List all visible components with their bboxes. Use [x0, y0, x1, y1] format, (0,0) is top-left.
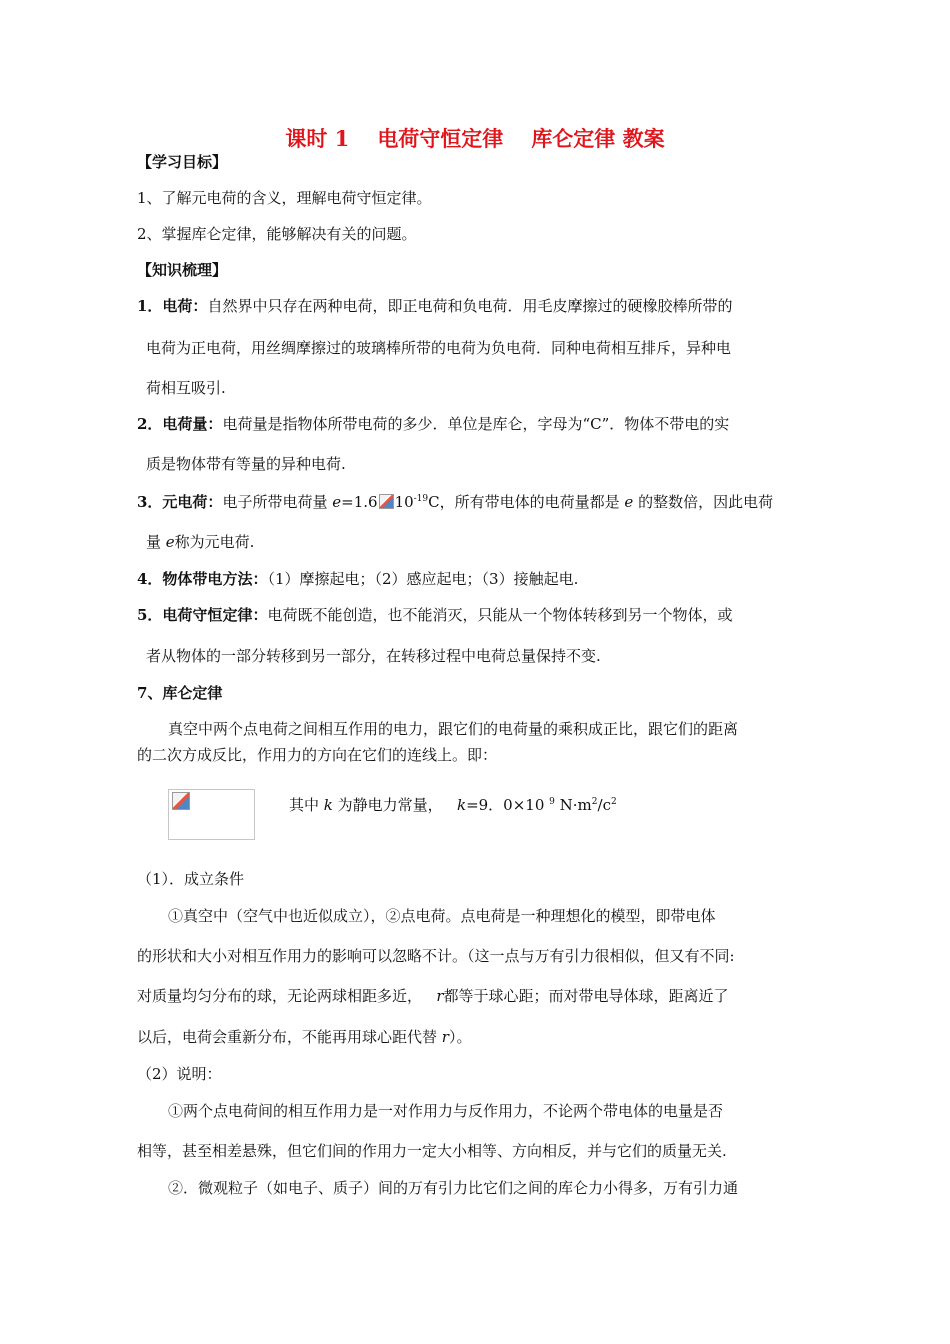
conditions-line-1: ①真空中（空气中也近似成立），②点电荷。点电荷是一种理想化的模型，即带电体 — [168, 907, 716, 925]
objective-item: 2、掌握库仑定律，能够解决有关的问题。 — [137, 225, 417, 243]
conditions-line-4: 以后，电荷会重新分布，不能再用球心距代替 r）。 — [137, 1028, 472, 1046]
charge-label: 1．电荷： — [137, 297, 208, 315]
notes-line-1: ①两个点电荷间的相互作用力是一对作用力与反作用力，不论两个带电体的电量是否 — [168, 1102, 724, 1120]
conditions-line-3: 对质量均匀分布的球，无论两球相距多近， r都等于球心距；而对带电导体球，距离近了 — [137, 987, 729, 1005]
broken-image-icon — [379, 494, 394, 509]
notes-line-3: ②．微观粒子（如电子、质子）间的万有引力比它们之间的库仑力小得多，万有引力通 — [168, 1179, 739, 1197]
conditions-heading: （1）．成立条件 — [137, 870, 245, 888]
coulomb-para-line-1: 真空中两个点电荷之间相互作用的电力，跟它们的电荷量的乘积成正比，跟它们的距离 — [168, 720, 739, 738]
conservation-label: 5．电荷守恒定律： — [137, 606, 268, 624]
coulomb-heading: 7、库仑定律 — [137, 684, 223, 702]
objectives-heading: 【学习目标】 — [137, 153, 228, 171]
conservation-line-2: 者从物体的一部分转移到另一部分，在转移过程中电荷总量保持不变. — [146, 647, 601, 665]
notes-heading: （2）说明： — [137, 1065, 222, 1083]
title-coulomb: 库仑定律 教案 — [531, 126, 665, 151]
methods-label: 4．物体带电方法： — [137, 570, 268, 588]
charge-line-2: 电荷为正电荷，用丝绸摩擦过的玻璃棒所带的电荷为负电荷．同种电荷相互排斥，异种电 — [146, 339, 732, 357]
quantity-line-2: 质是物体带有等量的异种电荷. — [146, 455, 346, 473]
quantity-label: 2．电荷量： — [137, 415, 223, 433]
quantity-line-1: 2．电荷量：电荷量是指物体所带电荷的多少．单位是库仑，字母为“C”．物体不带电的实 — [137, 415, 730, 433]
methods-line: 4．物体带电方法：（1）摩擦起电；（2）感应起电；（3）接触起电. — [137, 570, 579, 588]
elementary-label: 3．元电荷： — [137, 493, 223, 511]
charge-line-1: 1．电荷：自然界中只存在两种电荷，即正电荷和负电荷．用毛皮摩擦过的硬橡胶棒所带的 — [137, 297, 733, 315]
knowledge-heading: 【知识梳理】 — [137, 261, 228, 279]
notes-line-2: 相等，甚至相差悬殊，但它们间的作用力一定大小相等、方向相反，并与它们的质量无关. — [137, 1142, 727, 1160]
conservation-line-1: 5．电荷守恒定律：电荷既不能创造，也不能消灭，只能从一个物体转移到另一个物体，或 — [137, 606, 733, 624]
elementary-line-1: 3．元电荷：电子所带电荷量 e=1.6 $10^{-19}C$，所有带电体的电荷量都是 e 的整数倍，因此电荷 — [137, 493, 774, 511]
title-lesson: 课时 1 — [285, 126, 350, 151]
broken-image-icon — [172, 792, 190, 810]
coulomb-para-line-2: 的二次方成反比，作用力的方向在它们的连线上。即： — [137, 746, 498, 764]
conditions-line-2: 的形状和大小对相互作用力的影响可以忽略不计。（这一点与万有引力很相似，但又有不同: — [137, 947, 735, 965]
elementary-line-2: 量 e称为元电荷. — [146, 533, 255, 551]
objective-item: 1、了解元电荷的含义，理解电荷守恒定律。 — [137, 189, 432, 207]
formula-image — [168, 789, 255, 840]
constant-line: 其中 k 为静电力常量， k=9．0×10 $^9$ $N\cdot m^2/c^2$ — [289, 796, 617, 814]
page-title — [0, 126, 950, 152]
title-conservation: 电荷守恒定律 — [377, 126, 504, 151]
charge-line-3: 荷相互吸引. — [146, 379, 226, 397]
